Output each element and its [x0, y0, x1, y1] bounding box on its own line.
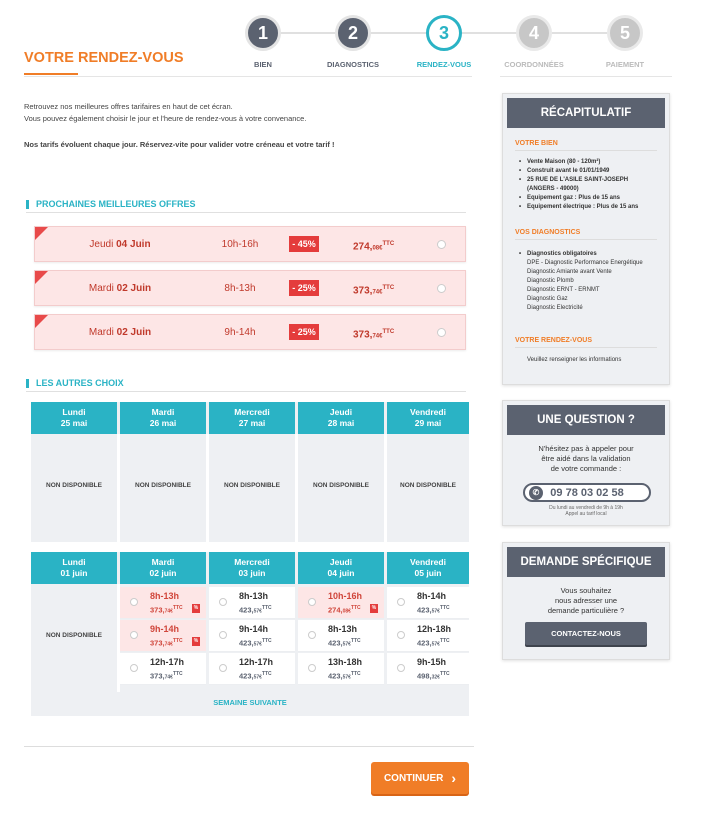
specific-text: [527, 586, 645, 616]
slot-time: 12h-17h: [150, 657, 185, 667]
slot-radio[interactable]: [130, 598, 138, 606]
list-item: • Equipement gaz : Plus de 15 ans: [527, 194, 638, 203]
price-main: 423,: [239, 638, 254, 648]
day-name: Jeudi: [329, 557, 353, 567]
slot-radio[interactable]: [219, 664, 227, 672]
day-header: [120, 402, 206, 434]
divider: [515, 347, 657, 348]
offer-day: Mardi: [88, 327, 114, 338]
slot-time: 8h-13h: [239, 591, 269, 601]
list-item: Diagnostic Gaz: [527, 296, 568, 302]
step-number: 5: [619, 22, 630, 43]
step-3-circle: [426, 15, 462, 51]
price-ttc: TTC: [439, 671, 450, 677]
list-item: Diagnostic Amiante avant Vente: [527, 269, 612, 275]
offer-slot: 9h-14h: [224, 327, 256, 338]
slot-time: 12h-17h: [239, 657, 274, 667]
price-main: 423,: [417, 605, 432, 615]
day-date: 27 mai: [238, 418, 266, 428]
day-header: [387, 402, 469, 434]
offer-radio[interactable]: [437, 328, 446, 337]
offer-slot: 8h-13h: [224, 283, 256, 294]
section-title: PROCHAINES MEILLEURES OFFRES: [36, 199, 196, 209]
price-cents: 57€: [253, 674, 262, 681]
intro-text: [24, 101, 464, 125]
price-ttc: TTC: [382, 285, 395, 291]
price-cents: 57€: [253, 641, 262, 648]
text-line: être aidé dans la validation: [541, 454, 631, 463]
contact-us-button[interactable]: CONTACTEZ-NOUS: [525, 622, 647, 645]
discount-badge: - 25%: [289, 324, 319, 340]
price-main: 274,: [353, 241, 373, 253]
price-main: 373,: [150, 638, 165, 648]
day-date: 02 juin: [149, 568, 177, 578]
column-separator: [384, 434, 387, 542]
price-ttc: TTC: [350, 671, 361, 677]
offer-price: [353, 237, 394, 252]
unavailable-label: NON DISPONIBLE: [313, 482, 369, 489]
price-ttc: TTC: [172, 605, 183, 611]
price-main: 373,: [150, 605, 165, 615]
slot-time: 8h-13h: [328, 624, 358, 634]
price-main: 274,: [328, 605, 343, 615]
day-header: [298, 402, 384, 434]
slot-radio[interactable]: [219, 598, 227, 606]
price-ttc: TTC: [261, 671, 272, 677]
intro-line: Vous pouvez également choisir le jour et l'heure de rendez-vous à votre convenance.: [24, 114, 307, 123]
slot-time: 12h-18h: [417, 624, 452, 634]
divider: [515, 150, 657, 151]
price-warning: Nos tarifs évoluent chaque jour. Réservez-vite pour valider votre créneau et votre tarif !: [24, 140, 335, 149]
slot-price: [150, 604, 183, 615]
unavailable-label: NON DISPONIBLE: [400, 482, 456, 489]
slot-price: [417, 604, 450, 615]
list-item: • Construit avant le 01/01/1949: [527, 167, 638, 176]
slot-radio[interactable]: [308, 598, 316, 606]
slot-price: [328, 637, 361, 648]
discount-badge: - 45%: [289, 236, 319, 252]
best-offer-row[interactable]: [34, 270, 466, 306]
day-name: Mardi: [151, 557, 175, 567]
price-ttc: TTC: [439, 605, 450, 611]
price-main: 373,: [353, 285, 373, 297]
time-slot[interactable]: [298, 587, 384, 619]
slot-price: [150, 670, 183, 681]
offer-date: [75, 283, 165, 294]
time-slot[interactable]: [387, 620, 469, 652]
price-cents: 74€: [372, 333, 383, 340]
section-marker: [26, 379, 29, 388]
chevron-right-icon: ›: [451, 770, 457, 786]
step-number: 2: [347, 22, 358, 43]
time-slot[interactable]: [120, 620, 206, 652]
divider: [500, 76, 672, 77]
text-line: demande particulière ?: [547, 606, 625, 615]
promo-badge: %: [193, 605, 199, 611]
specific-title: DEMANDE SPÉCIFIQUE: [507, 547, 665, 577]
slot-radio[interactable]: [397, 631, 405, 639]
divider: [24, 76, 472, 77]
slot-price: [328, 670, 361, 681]
slot-price: [239, 670, 272, 681]
time-slot[interactable]: [209, 587, 295, 619]
best-offers-heading: [26, 199, 196, 209]
offer-price: [353, 281, 394, 296]
price-cents: 57€: [431, 641, 440, 648]
list-item: Diagnostic ERNT - ERNMT: [527, 287, 600, 293]
page-title: VOTRE RENDEZ-VOUS: [24, 50, 184, 66]
slot-time: 9h-14h: [239, 624, 269, 634]
price-main: 423,: [328, 638, 343, 648]
day-header: [120, 552, 206, 584]
day-name: Mercredi: [234, 557, 270, 567]
price-cents: 32€: [431, 674, 440, 681]
specific-request-panel: [502, 542, 670, 660]
stepper-connector: [371, 32, 426, 34]
best-offer-row[interactable]: [34, 226, 466, 262]
list-item: • Equipement électrique : Plus de 15 ans: [527, 203, 638, 212]
price-main: 423,: [239, 671, 254, 681]
day-date: 26 mai: [149, 418, 177, 428]
price-ttc: TTC: [382, 241, 395, 247]
divider: [26, 391, 466, 392]
list-item: • 25 RUE DE L'ASILE SAINT-JOSEPH: [527, 176, 638, 185]
step-5-label: PAIEMENT: [605, 60, 645, 69]
time-slot[interactable]: [209, 620, 295, 652]
time-slot[interactable]: [120, 587, 206, 619]
list-item: Diagnostic Plomb: [527, 278, 574, 284]
continue-button[interactable]: [371, 762, 469, 794]
slot-radio[interactable]: [397, 598, 405, 606]
day-header: [298, 552, 384, 584]
offer-date-value: 02 Juin: [116, 283, 152, 294]
price-main: 423,: [417, 638, 432, 648]
text-line: Appel au tarif local: [565, 511, 607, 517]
day-name: Lundi: [62, 407, 86, 417]
column-separator: [117, 434, 120, 542]
price-ttc: TTC: [350, 605, 361, 611]
day-name: Lundi: [62, 557, 86, 567]
price-cents: 74€: [164, 641, 173, 648]
day-date: 04 juin: [327, 568, 355, 578]
recap-diag-list: [527, 250, 643, 313]
stepper-connector: [462, 32, 517, 34]
list-item: • Vente Maison (80 - 120m²): [527, 158, 638, 167]
price-cents: 57€: [342, 674, 351, 681]
step-number: 4: [528, 22, 539, 43]
step-4-circle: [516, 15, 552, 51]
question-title: UNE QUESTION ?: [507, 405, 665, 435]
day-name: Vendredi: [410, 557, 446, 567]
stepper-connector: [281, 32, 336, 34]
step-2-circle[interactable]: [335, 15, 371, 51]
price-cents: 08€: [372, 245, 383, 252]
question-text: [527, 444, 645, 474]
price-ttc: TTC: [261, 638, 272, 644]
price-ttc: TTC: [382, 329, 395, 335]
text-line: N'hésitez pas à appeler pour: [538, 444, 634, 453]
time-slot[interactable]: [298, 653, 384, 685]
recap-panel: [502, 93, 670, 385]
best-offer-row[interactable]: [34, 314, 466, 350]
day-date: 03 juin: [238, 568, 266, 578]
promo-badge: %: [193, 638, 199, 644]
price-main: 423,: [239, 605, 254, 615]
recap-bien-list: [527, 158, 638, 212]
day-header: [387, 552, 469, 584]
offer-date: [75, 327, 165, 338]
price-cents: 74€: [164, 674, 173, 681]
recap-section-title: VOTRE RENDEZ-VOUS: [515, 337, 593, 344]
slot-price: [417, 670, 450, 681]
day-name: Jeudi: [329, 407, 353, 417]
time-slot[interactable]: [387, 587, 469, 619]
phone-icon: ✆: [529, 486, 543, 500]
title-underline: [24, 73, 78, 75]
promo-corner-icon: [35, 315, 48, 328]
section-marker: [26, 200, 29, 209]
day-header: [31, 402, 117, 434]
text-line: de votre commande :: [550, 464, 622, 473]
offer-radio[interactable]: [437, 284, 446, 293]
offer-day: Jeudi: [89, 239, 114, 250]
unavailable-label: NON DISPONIBLE: [135, 482, 191, 489]
section-title: LES AUTRES CHOIX: [36, 378, 124, 388]
slot-radio[interactable]: [219, 631, 227, 639]
slot-time: 8h-14h: [417, 591, 447, 601]
opening-hours: [503, 505, 669, 517]
slot-radio[interactable]: [397, 664, 405, 672]
price-cents: 08€: [342, 608, 351, 615]
price-cents: 74€: [164, 608, 173, 615]
phone-number-button[interactable]: [523, 483, 651, 502]
divider: [26, 212, 466, 213]
day-date: 29 mai: [414, 418, 442, 428]
promo-corner-icon: [35, 271, 48, 284]
price-main: 373,: [150, 671, 165, 681]
slot-price: [239, 604, 272, 615]
day-header: [209, 552, 295, 584]
price-main: 373,: [353, 329, 373, 341]
slot-price: [417, 637, 450, 648]
recap-section-title: VOTRE BIEN: [515, 140, 558, 147]
price-ttc: TTC: [439, 638, 450, 644]
divider: [515, 239, 657, 240]
slot-price: [239, 637, 272, 648]
step-number: 3: [438, 22, 449, 43]
day-name: Mercredi: [234, 407, 270, 417]
promo-badge: %: [371, 605, 377, 611]
offer-date: [75, 239, 165, 250]
step-3-label: RENDEZ-VOUS: [416, 60, 472, 69]
recap-rdv-text: Veuillez renseigner les informations: [527, 357, 622, 363]
text-line: nous adresser une: [554, 596, 618, 605]
slot-price: [328, 604, 361, 615]
step-5-circle: [607, 15, 643, 51]
offer-radio[interactable]: [437, 240, 446, 249]
price-ttc: TTC: [172, 638, 183, 644]
promo-corner-icon: [35, 227, 48, 240]
time-slot[interactable]: [387, 653, 469, 685]
price-cents: 57€: [431, 608, 440, 615]
slot-time: 8h-13h: [150, 591, 180, 601]
recap-section-title: VOS DIAGNOSTICS: [515, 229, 581, 236]
day-date: 28 mai: [327, 418, 355, 428]
stepper-connector: [552, 32, 607, 34]
day-date: 25 mai: [60, 418, 88, 428]
step-1-label: BIEN: [254, 60, 272, 69]
other-choices-heading: [26, 378, 124, 388]
next-week-button[interactable]: SEMAINE SUIVANTE: [31, 692, 469, 716]
time-slot[interactable]: [298, 620, 384, 652]
slot-time: 9h-15h: [417, 657, 447, 667]
list-item: (ANGERS - 49000): [527, 186, 579, 192]
column-separator: [206, 434, 209, 542]
slot-radio[interactable]: [130, 664, 138, 672]
slot-radio[interactable]: [130, 631, 138, 639]
phone-number: 09 78 03 02 58: [550, 486, 624, 499]
day-date: 01 juin: [60, 568, 88, 578]
offer-price: [353, 325, 394, 340]
list-item: DPE - Diagnostic Performance Energétique: [527, 260, 643, 266]
discount-badge: - 25%: [289, 280, 319, 296]
list-item: • Diagnostics obligatoires: [527, 250, 643, 259]
continue-label: CONTINUER: [383, 772, 444, 784]
offer-slot: 10h-16h: [221, 239, 259, 250]
slot-time: 10h-16h: [328, 591, 363, 601]
slot-price: [150, 637, 183, 648]
slot-time: 9h-14h: [150, 624, 180, 634]
offer-date-value: 02 Juin: [116, 327, 152, 338]
price-main: 423,: [328, 671, 343, 681]
offer-day: Mardi: [88, 283, 114, 294]
price-ttc: TTC: [172, 671, 183, 677]
step-1-circle[interactable]: [245, 15, 281, 51]
price-cents: 57€: [342, 641, 351, 648]
day-header: [31, 552, 117, 584]
slot-radio[interactable]: [308, 631, 316, 639]
day-date: 05 juin: [414, 568, 442, 578]
price-ttc: TTC: [261, 605, 272, 611]
intro-line: Retrouvez nos meilleures offres tarifaires en haut de cet écran.: [24, 102, 233, 111]
step-2-label: DIAGNOSTICS: [326, 60, 380, 69]
slot-radio[interactable]: [308, 664, 316, 672]
column-separator: [295, 434, 298, 542]
price-cents: 57€: [253, 608, 262, 615]
recap-title: RÉCAPITULATIF: [507, 98, 665, 128]
time-slot[interactable]: [209, 653, 295, 685]
unavailable-label: NON DISPONIBLE: [46, 482, 102, 489]
time-slot[interactable]: [120, 653, 206, 685]
day-name: Mardi: [151, 407, 175, 417]
question-panel: [502, 400, 670, 526]
step-4-label: COORDONNÉES: [504, 60, 564, 69]
list-item: Diagnostic Electricité: [527, 305, 583, 311]
slot-time: 13h-18h: [328, 657, 363, 667]
unavailable-label: NON DISPONIBLE: [224, 482, 280, 489]
divider: [24, 746, 474, 747]
text-line: Du lundi au vendredi de 9h à 19h: [549, 505, 623, 511]
text-line: Vous souhaitez: [560, 586, 612, 595]
step-number: 1: [257, 22, 268, 43]
price-cents: 74€: [372, 289, 383, 296]
offer-date-value: 04 Juin: [116, 239, 151, 250]
price-main: 498,: [417, 671, 432, 681]
day-name: Vendredi: [410, 407, 446, 417]
price-ttc: TTC: [350, 638, 361, 644]
day-header: [209, 402, 295, 434]
unavailable-label: NON DISPONIBLE: [46, 632, 102, 639]
